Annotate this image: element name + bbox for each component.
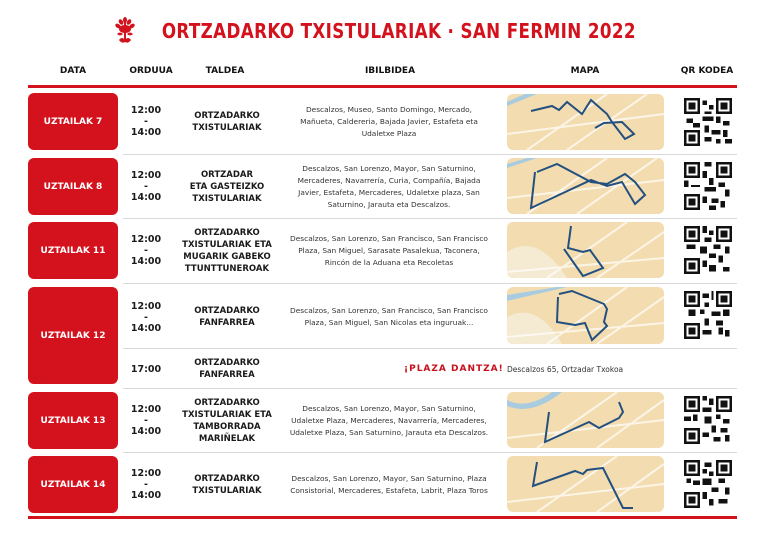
title-text: ORTZADARKO TXISTULARIAK · SAN FERMIN 2022 <box>161 19 637 43</box>
start-time: 12:00 <box>130 300 162 312</box>
time-range <box>124 392 168 449</box>
group-line: TXISTULARIAK ETA <box>182 409 272 420</box>
start-time: 12:00 <box>130 105 162 116</box>
time-range <box>124 287 168 347</box>
group-line: ORTZADAR <box>200 169 254 180</box>
column-header-qr: QR KODEA <box>680 66 734 76</box>
group-line: TXISTULARIAK <box>192 485 262 496</box>
footer-rule <box>28 516 737 519</box>
group-line: FANFARREA <box>199 318 255 328</box>
date-badge: UZTAILAK 7 <box>28 93 118 150</box>
header-rule <box>28 85 737 88</box>
time-range <box>124 352 168 386</box>
start-time: 12:00 <box>130 468 162 479</box>
group-line: ORTZADARKO <box>194 227 260 238</box>
qr-code[interactable] <box>684 396 732 444</box>
group-name <box>172 456 282 513</box>
group-line: FANFARREA <box>199 370 255 380</box>
route-text <box>288 93 490 150</box>
route-map-image <box>507 392 664 448</box>
route-map-image <box>507 222 664 278</box>
route-description: Descalzos, San Lorenzo, Mayor, San Saturnino, Plaza Consistorial, Mercaderes, Estafeta, Labrit, Plaza Toros <box>290 473 488 495</box>
group-line: MUGARIK GABEKO <box>183 251 271 262</box>
group-name <box>172 392 282 449</box>
start-time: 17:00 <box>130 363 162 375</box>
group-line: ORTZADARKO <box>194 358 260 368</box>
group-line: ETA GASTEIZKO <box>189 181 265 192</box>
column-header-orduua: ORDUUA <box>129 66 173 76</box>
end-time: 14:00 <box>130 426 162 437</box>
time-range <box>124 158 168 215</box>
group-name <box>172 222 282 279</box>
qr-code[interactable] <box>684 460 732 508</box>
event-location: Descalzos 65, Ortzadar Txokoa <box>507 365 624 374</box>
row-divider <box>123 283 737 284</box>
end-time: 14:00 <box>130 256 162 267</box>
row-divider <box>123 154 737 155</box>
route-description: Descalzos, San Lorenzo, San Francisco, San Francisco Plaza, San Miguel, Sarasate Pasalekua, Taconera, Rincón de la Aduana eta Recoletas <box>290 233 488 267</box>
route-text <box>288 222 490 279</box>
route-text <box>288 392 490 449</box>
date-badge: UZTAILAK 13 <box>28 392 118 449</box>
event-title: ¡PLAZA DANTZA! <box>404 364 504 374</box>
date-badge: UZTAILAK 12 <box>28 287 118 384</box>
column-header-taldea: TALDEA <box>205 66 245 76</box>
end-time: 14:00 <box>130 490 162 501</box>
start-time: 12:00 <box>130 170 162 181</box>
route-map-image <box>507 287 664 344</box>
time-range <box>124 93 168 150</box>
time-separator: - <box>144 479 148 490</box>
route-map-image <box>507 158 664 214</box>
row-divider <box>123 348 737 349</box>
group-line: TXISTULARIAK <box>192 193 262 204</box>
start-time: 12:00 <box>130 234 162 245</box>
fleur-tree-emblem-icon <box>114 16 136 46</box>
qr-code[interactable] <box>684 291 732 339</box>
group-line: ORTZADARKO <box>194 473 260 484</box>
route-map-image <box>507 94 664 150</box>
qr-code[interactable] <box>684 98 732 146</box>
row-divider <box>123 452 737 453</box>
time-range <box>124 222 168 279</box>
time-separator: - <box>144 311 148 323</box>
group-line: ORTZADARKO <box>194 397 260 408</box>
row-divider <box>123 388 737 389</box>
group-line: TTUNTTUNEROAK <box>184 263 270 274</box>
time-separator: - <box>144 245 148 256</box>
time-separator: - <box>144 116 148 127</box>
group-line: TAMBORRADA <box>193 421 261 432</box>
start-time: 12:00 <box>130 404 162 415</box>
group-name <box>172 93 282 150</box>
route-description: Descalzos, Museo, Santo Domingo, Mercado, Mañueta, Caldereria, Bajada Javier, Estafeta eta Udaletxe Plaza <box>300 104 478 138</box>
date-badge: UZTAILAK 8 <box>28 158 118 215</box>
group-line: ORTZADARKO <box>194 306 260 316</box>
group-line: ORTZADARKO <box>194 110 260 121</box>
group-line: TXISTULARIAK <box>192 122 262 133</box>
column-header-ibilbidea: IBILBIDEA <box>364 66 416 76</box>
group-name <box>172 287 282 347</box>
route-description: Descalzos, San Lorenzo, Mayor, San Saturnino, Udaletxe Plaza, Mercaderes, Navarrería, Mercaderes, Udaletxe Plaza, San Saturnino, Jarauta eta Descalzos. <box>289 403 489 437</box>
column-header-mapa: MAPA <box>570 66 600 76</box>
route-text <box>288 158 490 215</box>
date-badge: UZTAILAK 11 <box>28 222 118 279</box>
time-separator: - <box>144 181 148 192</box>
row-divider <box>123 218 737 219</box>
date-badge: UZTAILAK 14 <box>28 456 118 513</box>
time-separator: - <box>144 415 148 426</box>
qr-code[interactable] <box>684 162 732 210</box>
route-map-image <box>507 456 664 512</box>
group-line: TXISTULARIAK ETA <box>182 239 272 250</box>
column-header-data: DATA <box>59 66 87 76</box>
page-title <box>0 14 768 48</box>
group-line: MARIÑELAK <box>198 433 256 444</box>
end-time: 14:00 <box>130 127 162 138</box>
route-text <box>288 287 490 347</box>
route-text <box>288 456 490 513</box>
end-time: 14:00 <box>130 322 162 334</box>
group-name <box>172 158 282 215</box>
route-description: Descalzos, San Lorenzo, San Francisco, San Francisco Plaza, San Miguel, San Nicolas eta inguruak... <box>290 306 488 327</box>
time-range <box>124 456 168 513</box>
qr-code[interactable] <box>684 226 732 274</box>
group-name <box>172 352 282 386</box>
end-time: 14:00 <box>130 192 162 203</box>
route-description: Descalzos, San Lorenzo, Mayor, San Saturnino, Mercaderes, Navarrería, Curia, Compañía, Bajada Javier, Estafeta, Mercaderes, Udaletxe plaza, San Saturnino, Jarauta eta Descalzos. <box>297 163 481 209</box>
